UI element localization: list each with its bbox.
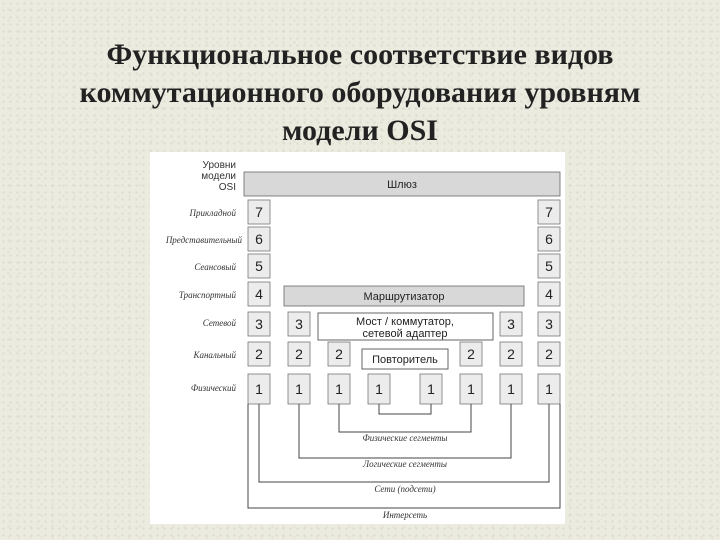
logical-segments-label: Логические сегменты [363, 459, 447, 469]
core-left-num-1: 1 [375, 381, 383, 397]
router-label: Маршрутизатор [363, 291, 445, 303]
inner-left-num-2: 2 [335, 346, 343, 362]
right-num-1: 1 [545, 381, 553, 397]
core-right-num-1: 1 [427, 381, 435, 397]
mid-left-num-1: 1 [295, 381, 303, 397]
bridge-label-1: Мост / коммутатор, [356, 316, 454, 328]
internet-label: Интерсеть [382, 510, 428, 520]
gateway-label: Шлюз [387, 179, 417, 191]
left-num-6: 6 [255, 231, 263, 247]
left-num-2: 2 [255, 346, 263, 362]
left-num-7: 7 [255, 204, 263, 220]
header-line-3: OSI [218, 182, 236, 193]
level-label-3: Сетевой [202, 318, 236, 328]
physical-segments-label: Физические сегменты [362, 433, 448, 443]
networks-label: Сети (подсети) [374, 484, 436, 494]
bridge-label-2: сетевой адаптер [362, 328, 448, 340]
inner-right-num-2: 2 [467, 346, 475, 362]
mid-left-num-3: 3 [295, 316, 303, 332]
level-label-4: Транспортный [178, 290, 236, 300]
mid-right-num-3: 3 [507, 316, 515, 332]
header-line-1: Уровни [202, 160, 236, 171]
right-num-2: 2 [545, 346, 553, 362]
right-num-6: 6 [545, 231, 553, 247]
left-num-3: 3 [255, 316, 263, 332]
mid-right-num-1: 1 [507, 381, 515, 397]
mid-left-num-2: 2 [295, 346, 303, 362]
header-line-2: модели [201, 171, 236, 182]
networks-bracket [259, 404, 549, 482]
left-num-1: 1 [255, 381, 263, 397]
physical-segment-bracket [339, 404, 471, 432]
slide-title [40, 36, 680, 150]
mid-right-num-2: 2 [507, 346, 515, 362]
osi-diagram [150, 152, 565, 524]
right-num-3: 3 [545, 316, 553, 332]
title-line-1: Функциональное соответствие видов [106, 38, 614, 71]
level-label-1: Физический [190, 383, 236, 393]
osi-diagram-panel [150, 152, 565, 524]
title-line-3: модели OSI [282, 114, 438, 147]
inner-right-num-1: 1 [467, 381, 475, 397]
logical-segment-bracket [299, 404, 511, 458]
title-line-2: коммутационного оборудования уровням [79, 76, 641, 109]
level-label-7: Прикладной [189, 208, 236, 218]
repeater-link [379, 404, 431, 414]
left-num-5: 5 [255, 258, 263, 274]
level-label-6: Представительный [165, 235, 242, 245]
repeater-label: Повторитель [372, 354, 438, 366]
left-num-4: 4 [255, 286, 263, 302]
right-num-7: 7 [545, 204, 553, 220]
inner-left-num-1: 1 [335, 381, 343, 397]
level-label-2: Канальный [193, 350, 236, 360]
level-label-5: Сеансовый [194, 262, 236, 272]
right-num-5: 5 [545, 258, 553, 274]
right-num-4: 4 [545, 286, 553, 302]
